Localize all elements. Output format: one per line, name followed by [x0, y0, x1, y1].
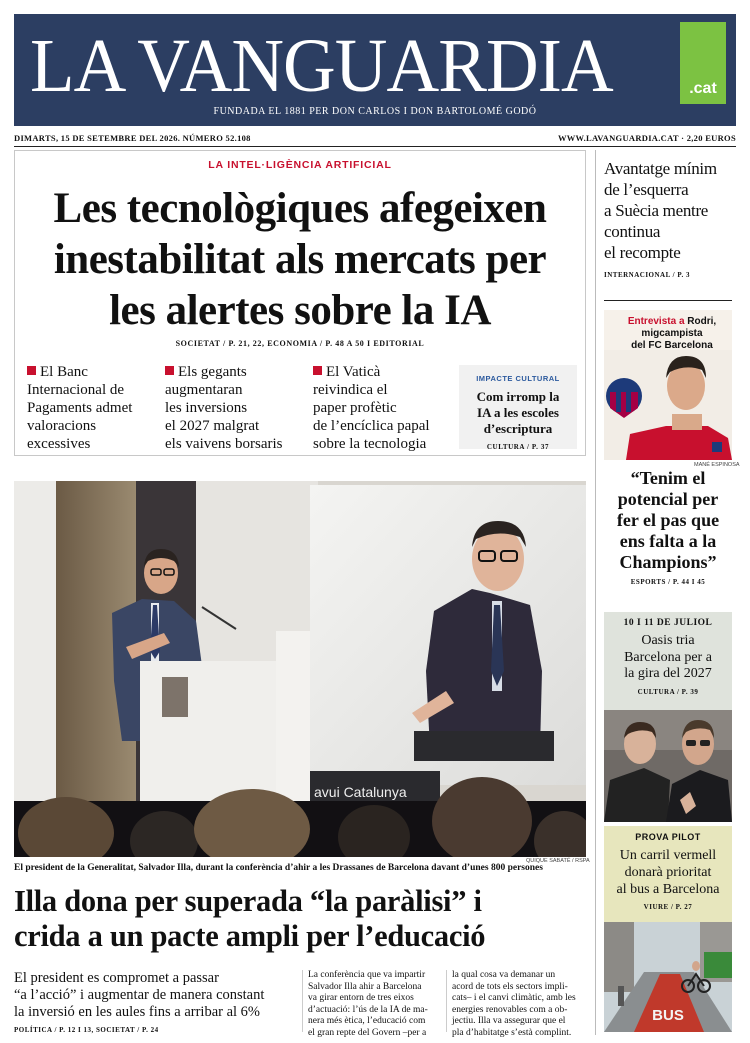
- body-column-2: la qual cosa va demanar un acord de tots els sectors impli- cats– i el canvi climàtic, amb les energies renovables com a ob- jectiu. Illa va assegurar que el pla d’habitatge s’està complint.: [452, 970, 576, 1038]
- sweden-ref: INTERNACIONAL / P. 3: [604, 271, 690, 279]
- interview-ref: ESPORTS / P. 44 I 45: [630, 578, 706, 586]
- pilot-label: PROVA PILOT: [635, 832, 701, 842]
- bus-lane-photo-illustration: [604, 922, 732, 1032]
- lead-kicker: LA INTEL·LIGÈNCIA ARTIFICIAL: [208, 159, 392, 171]
- pilot-photo[interactable]: [604, 922, 732, 1032]
- founded-line: FUNDADA EL 1881 PER DON CARLOS I DON BARTOLOMÉ GODÓ: [213, 106, 537, 117]
- main-deck: El president es compromet a passar “a l’acció” i augmentar de manera constant la inversió en les aules fins a arribar al 6%: [14, 970, 265, 1020]
- brief-giants[interactable]: Els gegants augmentaran les inversions el 2027 malgrat els vaivens borsaris: [165, 364, 283, 452]
- interview-photo[interactable]: [604, 310, 732, 460]
- pilot-text: Un carril vermell donarà prioritat al bus a Barcelona: [616, 848, 720, 897]
- sweden-headline: Avantatge mínim de l’esquerra a Suècia mentre continua el recompte: [604, 159, 717, 262]
- brief-vatican[interactable]: El Vaticà reivindica el paper profètic de l’encíclica papal sobre la tecnologia: [313, 364, 430, 452]
- brief-bank[interactable]: El Banc Internacional de Pagaments admet valoracions excessives: [27, 364, 133, 452]
- red-square-icon: [165, 366, 174, 375]
- impact-box[interactable]: [459, 365, 577, 449]
- main-photo[interactable]: [14, 481, 586, 857]
- svg-text:avui Catalunya: avui Catalunya: [314, 784, 407, 800]
- pilot-box[interactable]: [604, 826, 732, 922]
- oasis-ref: CULTURA / P. 39: [637, 687, 699, 696]
- dateline-rule: [14, 146, 736, 147]
- interview-title: Entrevista a Rodri, migcampista del FC Barcelona: [627, 316, 717, 351]
- sidebar-divider: [595, 150, 596, 1035]
- lead-headline-line: les alertes sobre la IA: [109, 287, 491, 334]
- main-headline[interactable]: Illa dona per superada “la paràlisi” i crida a un pacte ampli per l’educació: [14, 884, 486, 953]
- oasis-date: 10 I 11 DE JULIOL: [623, 618, 713, 628]
- impact-ref: CULTURA / P. 37: [486, 443, 550, 451]
- masthead: [14, 14, 736, 126]
- lead-headline-line: inestabilitat als mercats per: [53, 236, 547, 283]
- svg-text:BUS: BUS: [652, 1007, 684, 1024]
- speaker-photo-illustration: [14, 481, 586, 857]
- newspaper-logo[interactable]: LA VANGUARDIA: [30, 24, 613, 108]
- lead-headline: [25, 183, 575, 336]
- lead-headline-line: Les tecnològiques afegeixen: [53, 185, 547, 232]
- website-price[interactable]: WWW.LAVANGUARDIA.CAT · 2,20 EUROS: [557, 133, 736, 143]
- column-divider: [446, 970, 447, 1032]
- dateline: [14, 131, 736, 145]
- red-square-icon: [313, 366, 322, 375]
- lead-page-refs: SOCIETAT / P. 21, 22, ECONOMIA / P. 48 A 50 I EDITORIAL: [175, 339, 425, 348]
- pilot-ref: VIURE / P. 27: [643, 903, 693, 911]
- red-square-icon: [27, 366, 36, 375]
- photo-caption: El president de la Generalitat, Salvador Illa, durant la conferència d’ahir a les Drassanes de Barcelona davant d’unes 800 persones: [14, 863, 543, 873]
- oasis-box[interactable]: [604, 612, 732, 710]
- oasis-photo[interactable]: [604, 710, 732, 822]
- interview-photo-credit: MANÉ ESPINOSA: [694, 462, 740, 468]
- sidebar-rule: [604, 300, 732, 301]
- lead-story[interactable]: [14, 150, 586, 456]
- cat-badge: .cat: [680, 22, 726, 104]
- main-page-refs: POLÍTICA / P. 12 I 13, SOCIETAT / P. 24: [14, 1026, 159, 1034]
- sidebar-story-sweden[interactable]: [604, 158, 732, 279]
- column-divider: [302, 970, 303, 1032]
- issue-date: DIMARTS, 15 DE SETEMBRE DEL 2026. NÚMERO 52.108: [14, 133, 251, 143]
- impact-label: IMPACTE CULTURAL: [476, 374, 560, 383]
- lead-briefs: [27, 363, 457, 453]
- interview-quote-box[interactable]: [604, 468, 732, 586]
- body-column-1: La conferència que va impartir Salvador Illa ahir a Barcelona va girar entorn de tres eixos d’actuació: l’ús de la IA de ma- nera més ètica, l’educació com el gran repte del Govern –per a: [308, 970, 428, 1038]
- impact-text: Com irromp la IA a les escoles d’escriptura: [476, 389, 560, 436]
- band-photo-illustration: [604, 710, 732, 822]
- interview-quote: “Tenim el potencial per fer el pas que ens falta a la Champions”: [616, 468, 720, 572]
- photo-credit: QUIQUE SABATÉ / RSPA: [526, 858, 590, 864]
- oasis-text: Oasis tria Barcelona per a la gira del 2027: [624, 633, 712, 681]
